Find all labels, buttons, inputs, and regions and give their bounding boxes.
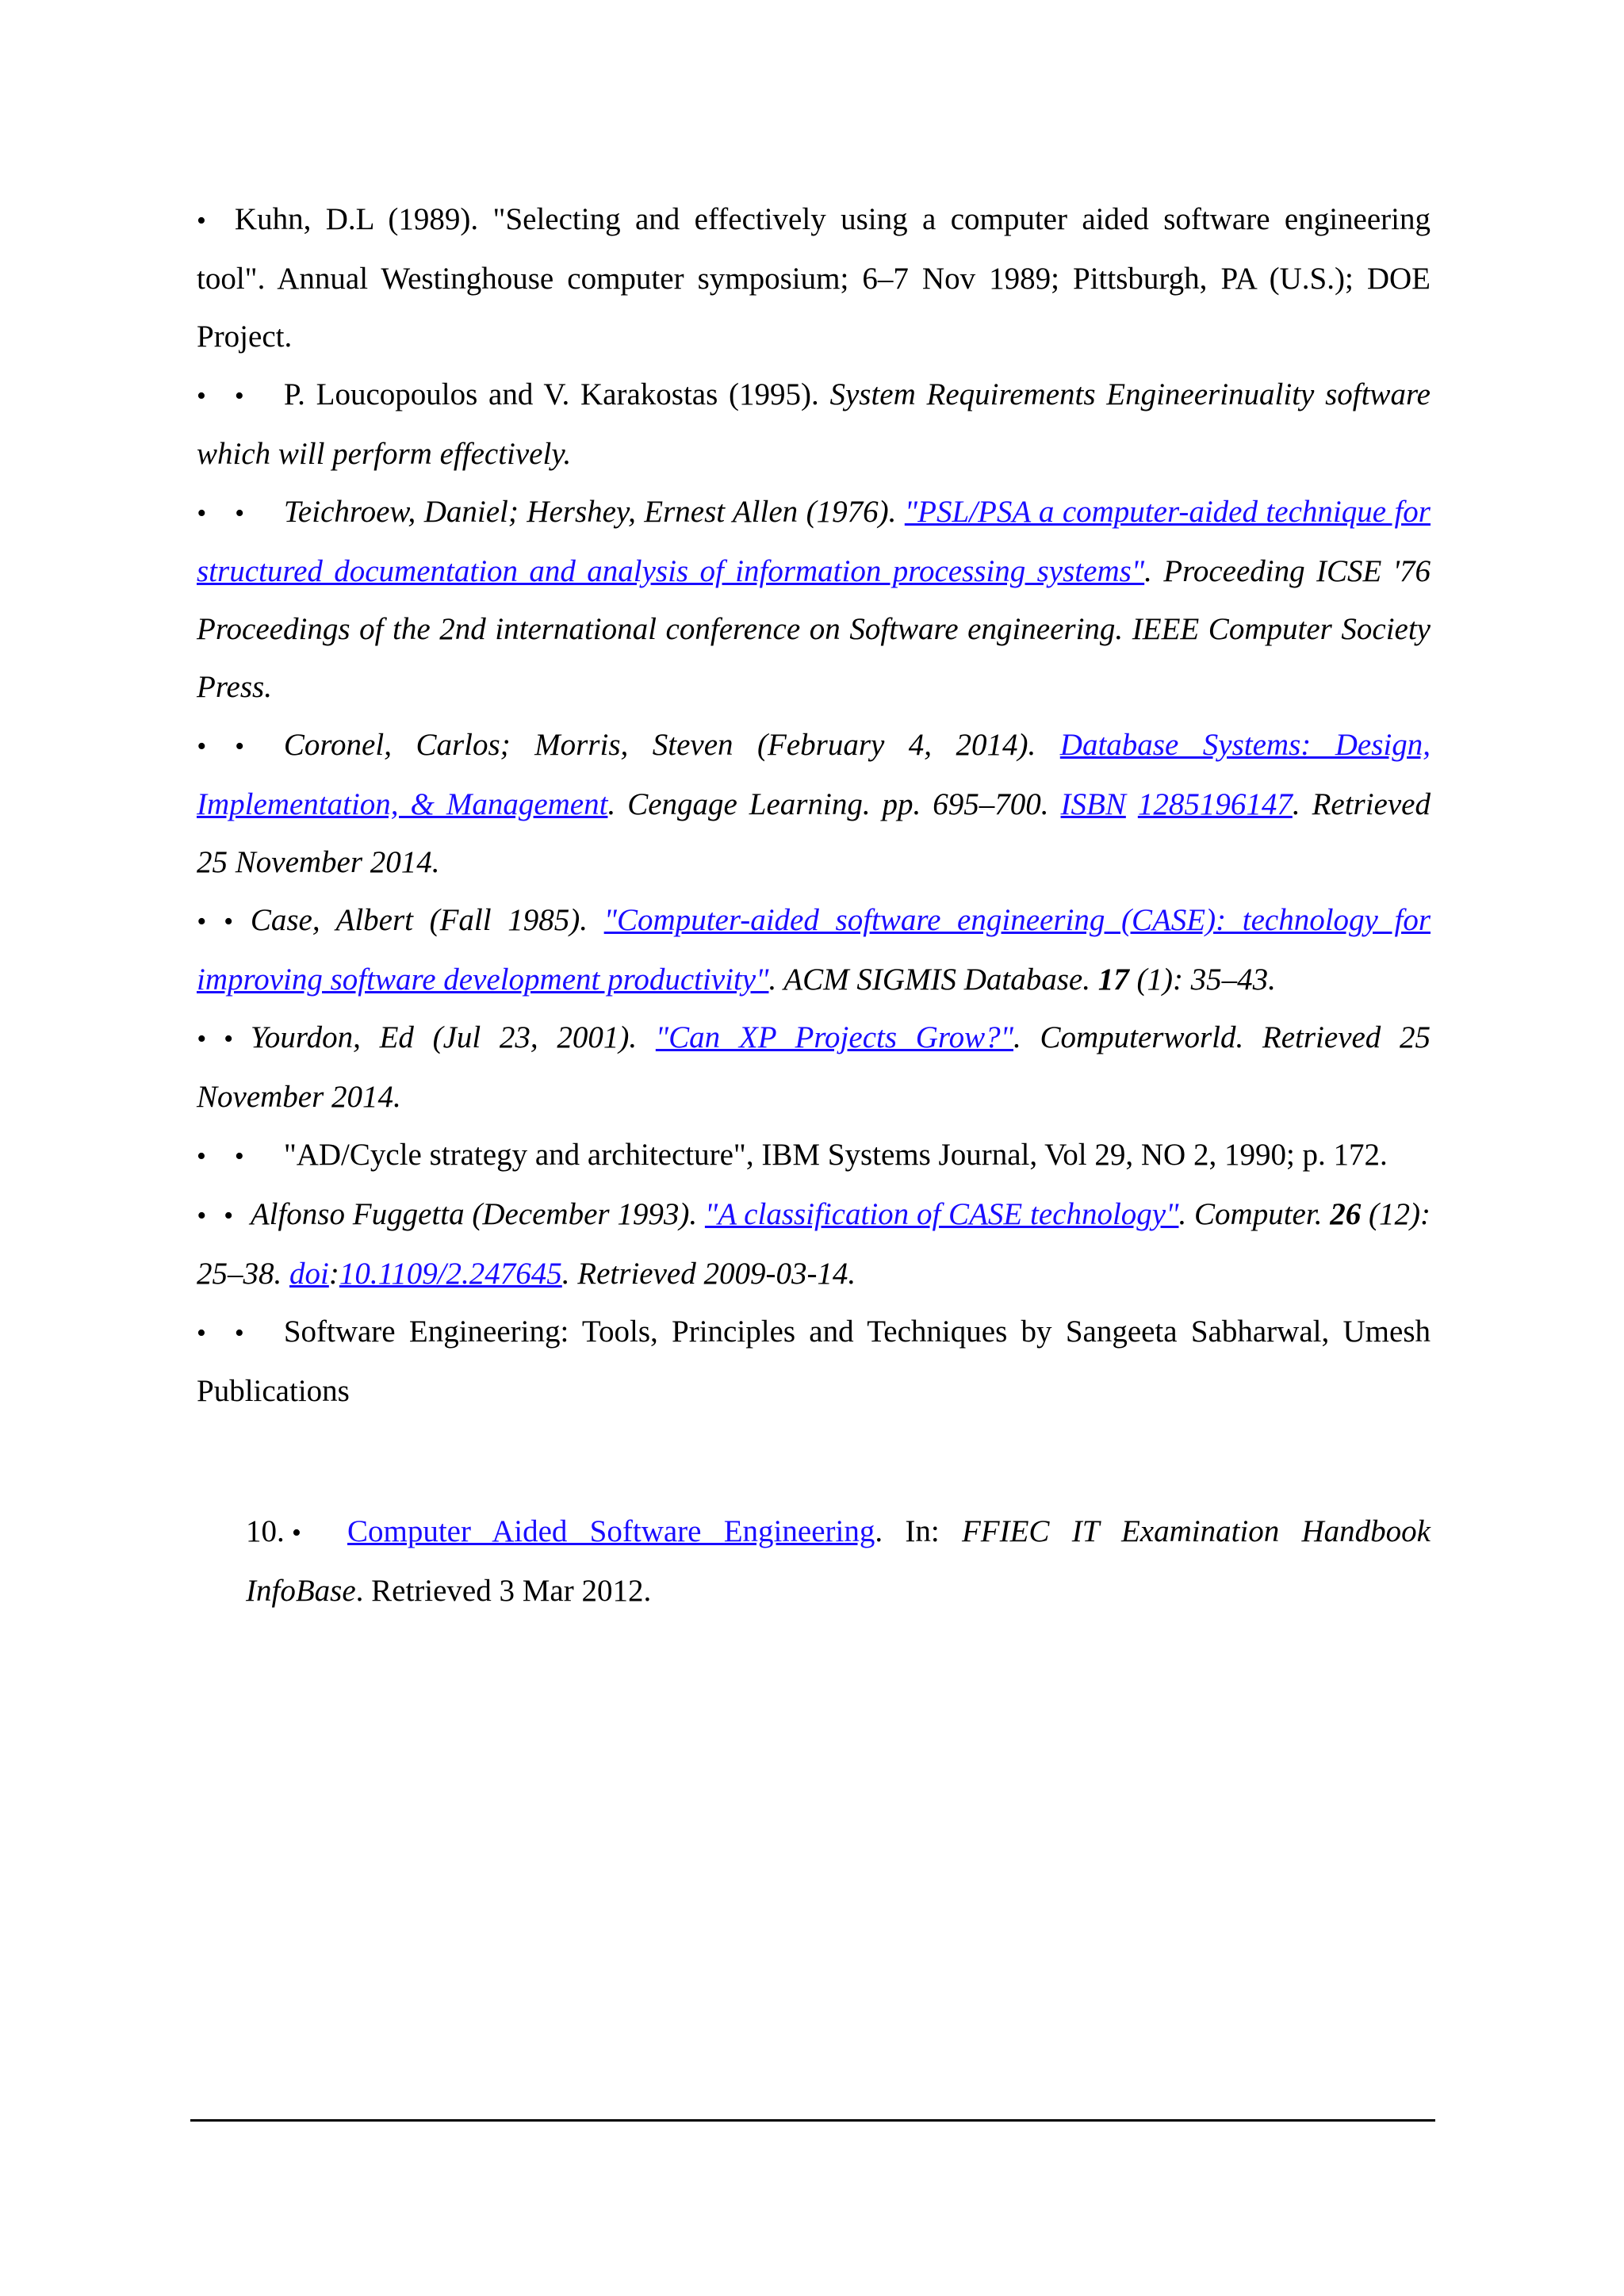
- reference-text: . In:: [875, 1514, 962, 1548]
- reference-text: . Proceeding ICSE '76 Proceedings of the 2nd international conference on Software engineering. IEEE Computer Society Press.: [197, 554, 1431, 704]
- reference-item: [197, 716, 1431, 891]
- reference-text: Alfonso Fuggetta (December 1993).: [250, 1197, 705, 1231]
- reference-link[interactable]: "PSL/PSA a computer-aided technique for structured documentation and analysis of information processing systems": [197, 495, 1431, 588]
- reference-link[interactable]: "Computer-aided software engineering (CASE): technology for improving software development productivity": [197, 903, 1431, 997]
- isbn-number-link[interactable]: 1285196147: [1137, 787, 1293, 821]
- bullet-icon: •: [223, 907, 233, 936]
- reference-text: . Computerworld. Retrieved 25 November 2014.: [197, 1020, 1431, 1114]
- reference-item: [197, 1303, 1431, 1420]
- reference-text: Coronel, Carlos; Morris, Steven (February 4, 2014).: [283, 728, 1060, 762]
- reference-text: Yourdon, Ed (Jul 23, 2001).: [250, 1020, 656, 1054]
- reference-link[interactable]: Database Systems: Design, Implementation, & Management: [197, 728, 1431, 821]
- reference-text: . Computer.: [1178, 1197, 1331, 1231]
- reference-text: Case, Albert (Fall 1985).: [250, 903, 604, 937]
- reference-link[interactable]: "A classification of CASE technology": [704, 1197, 1179, 1231]
- bullet-icon: •: [197, 381, 206, 411]
- reference-text: (1): 35–43.: [1128, 962, 1276, 997]
- bullet-icon: •: [292, 1518, 301, 1548]
- reference-item: [197, 1008, 1431, 1126]
- bullet-icon: •: [234, 732, 244, 761]
- reference-text: . Cengage Learning. pp. 695–700.: [607, 787, 1061, 821]
- bullet-icon: •: [234, 1318, 244, 1348]
- bullet-icon: •: [197, 732, 206, 761]
- bullet-icon: •: [223, 1024, 233, 1054]
- reference-text: . ACM SIGMIS Database.: [768, 962, 1098, 997]
- reference-item: [197, 365, 1431, 483]
- reference-text: . Retrieved 2009-03-14.: [561, 1257, 856, 1291]
- reference-list: [197, 190, 1431, 1420]
- bullet-icon: •: [197, 1024, 206, 1054]
- bullet-icon: •: [234, 499, 244, 528]
- reference-text: . Retrieved 3 Mar 2012.: [355, 1574, 652, 1608]
- bullet-icon: •: [197, 907, 206, 936]
- footer-divider: [190, 2119, 1435, 2122]
- volume-number: 26: [1330, 1197, 1362, 1231]
- bullet-icon: •: [197, 1201, 206, 1230]
- bullet-icon: •: [197, 1318, 206, 1348]
- reference-link[interactable]: "Can XP Projects Grow?": [655, 1020, 1013, 1054]
- doi-link[interactable]: doi: [289, 1257, 329, 1291]
- reference-text: Software Engineering: Tools, Principles and Techniques by Sangeeta Sabharwal, Umesh Publications: [197, 1314, 1431, 1408]
- reference-text: . Retrieved 25 November 2014.: [197, 787, 1431, 879]
- numbered-reference: [246, 1502, 1431, 1620]
- reference-link[interactable]: Computer Aided Software Engineering: [347, 1514, 875, 1548]
- reference-item: [197, 1185, 1431, 1303]
- reference-item: [197, 483, 1431, 716]
- doi-number-link[interactable]: 10.1109/2.247645: [339, 1257, 562, 1291]
- reference-text: (12): 25–38.: [197, 1197, 1431, 1291]
- reference-item: [197, 190, 1431, 365]
- bullet-icon: •: [223, 1201, 233, 1230]
- volume-number: 17: [1097, 962, 1129, 997]
- reference-item: [197, 1126, 1431, 1185]
- bullet-icon: •: [197, 206, 206, 235]
- reference-text: P. Loucopoulos and V. Karakostas (1995).: [283, 377, 830, 411]
- bullet-icon: •: [234, 1142, 244, 1171]
- bullet-icon: •: [197, 499, 206, 528]
- reference-item: [197, 891, 1431, 1008]
- reference-text: Teichroew, Daniel; Hershey, Ernest Allen (1976).: [283, 495, 905, 529]
- isbn-link[interactable]: ISBN: [1060, 787, 1126, 821]
- reference-title: System Requirements Engineerinuality software which will perform effectively.: [197, 377, 1431, 471]
- reference-number: 10.: [246, 1514, 285, 1548]
- bullet-icon: •: [234, 381, 244, 411]
- reference-text: "AD/Cycle strategy and architecture", IBM Systems Journal, Vol 29, NO 2, 1990; p. 172.: [283, 1138, 1388, 1172]
- reference-text: :: [328, 1257, 339, 1291]
- bullet-icon: •: [197, 1142, 206, 1171]
- reference-text: Kuhn, D.L (1989). "Selecting and effectively using a computer aided software engineering tool". Annual Westinghouse computer symposium; 6–7 Nov 1989; Pittsburgh, PA (U.S.); DOE Project.: [197, 202, 1431, 354]
- reference-title: FFIEC IT Examination Handbook InfoBase: [246, 1514, 1431, 1608]
